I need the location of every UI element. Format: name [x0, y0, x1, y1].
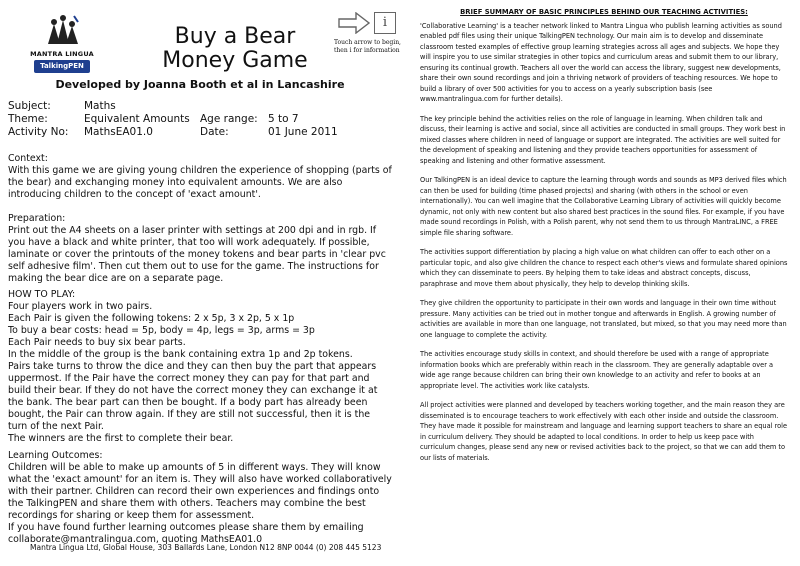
summary-paragraph: The activities support differentiation by placing a high value on what children can offer to each other on a particular topic, and also give children the chance to respect each other's views and formulate shared opinions which they can disseminate to peers. By helping them to take ideas and abstract concepts, discuss, paraphrase and move them about physically, they help to develop thinking skills. — [420, 248, 788, 288]
summary-paragraph: They give children the opportunity to participate in their own words and language in their own time without pressure. Many activities can be tried out in mother tongue and afterwards in English. A growing number of activities are available in more than one language, not translated, but mixed, so that you may need more than one language to complete the activity. — [420, 299, 787, 339]
how-to-play-line: Four players work in two pairs. — [8, 301, 153, 312]
touch-hint: Touch arrow to begin, then i for information — [334, 39, 401, 54]
activity-value: MathsEA01.0 — [84, 126, 153, 138]
logo-brand-text: MANTRA LINGUA — [30, 50, 94, 58]
how-to-play-line: To buy a bear costs: head = 5p, body = 4p, legs = 3p, arms = 3p — [8, 325, 315, 336]
start-arrow-icon[interactable] — [338, 12, 370, 34]
activity-label: Activity No: — [8, 126, 69, 138]
preparation-heading: Preparation: — [8, 213, 66, 224]
learning-outcomes-section — [8, 450, 392, 546]
how-to-play-line: Each Pair is given the following tokens: 2 x 5p, 3 x 2p, 5 x 1p — [8, 313, 295, 324]
summary-paragraph: Our TalkingPEN is an ideal device to capture the learning through words and sounds as MP3 derived files which can then be used for building (time phased projects) and sharing (with others in the school or even internationally). You can well imagine that the Collaborative Learning Library of activities will quickly become dynamic, not only with new content but also shared best practices in the sound files. For example, if you have made sound recordings in Polish, with a Polish parent, why not send them to us through MantraLINC, a FREE simple file sharing software. — [420, 176, 787, 237]
subject-label: Subject: — [8, 100, 51, 112]
how-to-play-heading: HOW TO PLAY: — [8, 289, 76, 300]
date-label: Date: — [200, 126, 229, 138]
preparation-body: Print out the A4 sheets on a laser printer with settings at 200 dpi and in rgb. If you have a black and white printer, that too will work adequately. If possible, laminate or cover the printouts of the money tokens and bear parts in 'clear pvc self adhesive film'. Then cut them out to use for the game. The instructions for making the bear dice are on a separate page. — [8, 225, 386, 284]
context-body: With this game we are giving young children the experience of shopping (parts of the bear) and exchanging money into equivalent amounts. We are also introducing children to the concept of 'exact amount'. — [8, 165, 392, 200]
summary-paragraph: The key principle behind the activities relies on the role of language in learning. When children talk and discuss, their learning is active and social, since all activities are conducted in small groups. They work best in mixed classes where children in need of language or support are integrated. The activities are well suited for the development of speaking and listening and they provide teachers opportunities for assessment of speaking and listening and other formative assessment. — [420, 114, 786, 165]
summary-heading: BRIEF SUMMARY OF BASIC PRINCIPLES BEHIND OUR TEACHING ACTIVITIES: — [460, 8, 748, 16]
date-value: 01 June 2011 — [268, 126, 338, 138]
learning-body: Children will be able to make up amounts of 5 in different ways. They will know what the 'exact amount' for an item is. They will also have worked collaboratively with their partner. Children can record their own experiences and findings onto the TalkingPEN and share them with others. Teachers may combine the best recordings for sharing or keep them for assessment. — [8, 462, 392, 521]
theme-label: Theme: — [8, 113, 48, 125]
mantra-lingua-logo — [30, 14, 94, 80]
page-subtitle: Money Game — [162, 48, 308, 73]
how-to-play-line: Each Pair needs to buy six bear parts. — [8, 337, 186, 348]
talkingpen-badge: TalkingPEN — [34, 60, 90, 73]
info-icon[interactable]: i — [374, 12, 396, 34]
summary-paragraph: The activities encourage study skills in context, and should therefore be used with a range of appropriate information books which are preferably within reach in the classroom. They are generally adaptable over a wide age range because children can bring their own knowledge to an activity and refer to books at an appropriate level. The activities work like catalysts. — [420, 350, 774, 390]
learning-heading: Learning Outcomes: — [8, 450, 103, 461]
how-to-play-line: The winners are the first to complete their bear. — [8, 433, 234, 444]
age-label: Age range: — [200, 113, 258, 125]
activity-meta — [8, 100, 338, 139]
summary-column — [420, 7, 788, 472]
summary-paragraph: 'Collaborative Learning' is a teacher network linked to Mantra Lingua who publish learning activities as sound enabled pdf files using their unique TalkingPEN technology. Our main aim is to develop and disseminate classroom tested examples of effective group learning strategies across all ages and subjects. We hope they will inspire you to use similar strategies in other topics and curriculum areas and submit them to our library, ensuring its continual growth. Teachers all over the world can access the library, suggest new developments, share their own sound recordings and join a thriving network of providers of teaching resources. We hope to build a library of over 500 activities for you to access on a yearly subscription basis (see www.mantralingua.com for further details). — [420, 21, 782, 103]
summary-paragraph: All project activities were planned and developed by teachers working together, and the main reason they are disseminated is to encourage teachers to work effectively with each other inside and outside the classroom. They have made it possible for mainstream and language and learning support teachers to share an equal role in curriculum delivery. They should be adapted to local conditions. In order to help us keep pace with curriculum changes, please send any new or revised activities back to the project, so that we can add them to our lists of materials. — [420, 401, 788, 462]
how-to-play-line: In the middle of the group is the bank containing extra 1p and 2p tokens. — [8, 349, 353, 360]
age-value: 5 to 7 — [268, 113, 299, 125]
developed-by: Developed by Joanna Booth et al in Lancashire — [55, 78, 345, 91]
learning-contact: If you have found further learning outcomes please share them by emailing collaborate@mantralingua.com, quoting MathsEA01.0 — [8, 522, 364, 545]
subject-value: Maths — [84, 100, 116, 112]
preparation-section — [8, 213, 392, 285]
how-to-play-section — [8, 289, 392, 445]
theme-value: Equivalent Amounts — [84, 113, 190, 125]
context-heading: Context: — [8, 153, 48, 164]
context-section — [8, 153, 392, 201]
scholars-logo-icon — [44, 14, 80, 48]
footer-address: Mantra Lingua Ltd, Global House, 303 Ballards Lane, London N12 8NP 0044 (0) 208 445 5123 — [30, 543, 382, 552]
page-title: Buy a Bear — [174, 24, 296, 49]
how-to-play-line: Pairs take turns to throw the dice and they can then buy the part that appears uppermost. If the Pair have the correct money they can pay for that part and build their bear. If they do not have the correct money they can exchange it at the bank. The bear part can then be bought. If a body part has already been bought, the Pair can throw again. If they are still not successful, then it is the turn of the next Pair. — [8, 361, 378, 432]
